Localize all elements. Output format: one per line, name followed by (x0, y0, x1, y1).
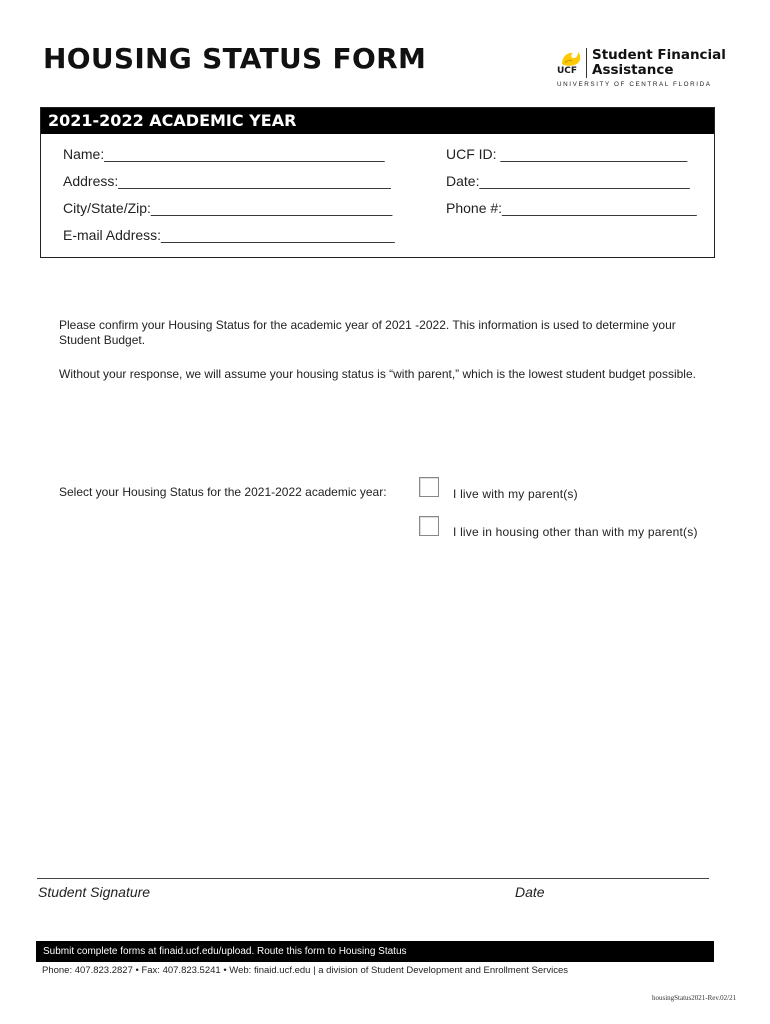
email-field[interactable]: E-mail Address:______________________________ (63, 227, 395, 243)
submission-instructions-bar: Submit complete forms at finaid.ucf.edu/upload. Route this form to Housing Status (36, 941, 714, 962)
university-name: UNIVERSITY OF CENTRAL FLORIDA (557, 81, 712, 88)
signature-line[interactable] (37, 878, 709, 879)
ucf-id-field[interactable]: UCF ID: ________________________ (446, 146, 688, 162)
contact-info: Phone: 407.823.2827 • Fax: 407.823.5241 • Web: finaid.ucf.edu | a division of Student Development and Enrollment Services (42, 965, 568, 976)
housing-status-label: Select your Housing Status for the 2021-2022 academic year: (59, 485, 387, 499)
name-field[interactable]: Name:____________________________________ (63, 146, 385, 162)
option-with-parents-label: I live with my parent(s) (453, 487, 578, 501)
default-status-paragraph: Without your response, we will assume your housing status is “with parent,” which is the lowest student budget possible. (59, 367, 696, 381)
option-other-housing-label: I live in housing other than with my parent(s) (453, 525, 698, 539)
logo-line-2: Assistance (592, 62, 674, 78)
date-label: Date (515, 884, 545, 900)
date-field[interactable]: Date:___________________________ (446, 173, 690, 189)
form-title: HOUSING STATUS FORM (43, 42, 427, 75)
academic-year-heading: 2021-2022 ACADEMIC YEAR (41, 108, 714, 134)
revision-code: housingStatus2021-Rev.02/21 (652, 994, 737, 1002)
student-signature-label: Student Signature (38, 884, 151, 900)
checkbox-with-parents[interactable] (419, 477, 439, 497)
phone-field[interactable]: Phone #:_________________________ (446, 200, 697, 216)
student-info-box (40, 107, 715, 258)
instructions-paragraph: Please confirm your Housing Status for the academic year of 2021 -2022. This information is used to determine your Student Budget. (59, 318, 676, 347)
logo-divider (586, 48, 587, 78)
ucf-wordmark: UCF (557, 66, 578, 76)
sfa-logo (556, 44, 726, 90)
logo-line-1: Student Financial (592, 47, 726, 63)
address-field[interactable]: Address:___________________________________ (63, 173, 391, 189)
checkbox-other-housing[interactable] (419, 516, 439, 536)
city-state-zip-field[interactable]: City/State/Zip:_______________________________ (63, 200, 393, 216)
